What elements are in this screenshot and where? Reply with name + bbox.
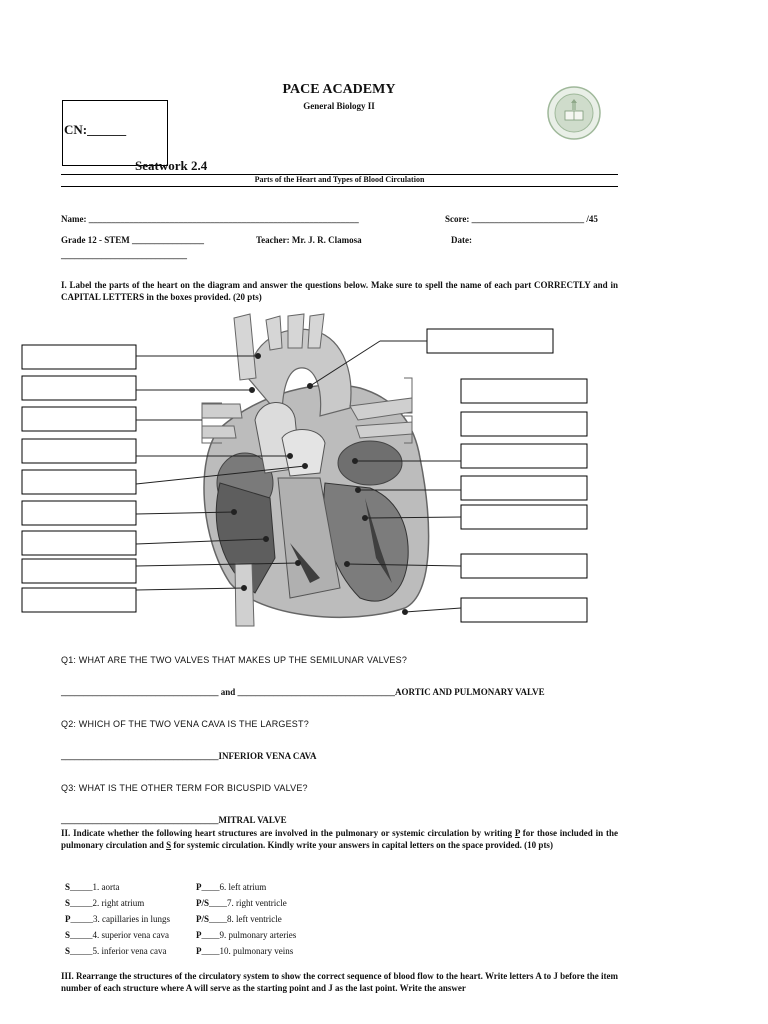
- label-box-left-3: [22, 407, 136, 431]
- teacher-label: Teacher: Mr. J. R. Clamosa: [256, 235, 362, 245]
- part2-left-column: [65, 882, 205, 962]
- list-item[interactable]: P/S____7. right ventricle: [196, 898, 287, 908]
- name-field[interactable]: Name: ____________________________________________________________: [61, 214, 359, 224]
- heart-diagram: [20, 308, 600, 634]
- part2-instructions: II. Indicate whether the following heart structures are involved in the pulmonary or systemic circulation by writing P for those included in the pulmonary circulation and S for systemic circulation. Kindly write your answers in capital letters on the space provided. (10 pts): [61, 828, 619, 850]
- label-box-left-4: [22, 439, 136, 463]
- answer-3[interactable]: ___________________________________MITRAL VALVE: [61, 815, 287, 825]
- label-box-right-5: [461, 505, 587, 529]
- answer-2[interactable]: ___________________________________INFERIOR VENA CAVA: [61, 751, 317, 761]
- question-1: Q1: WHAT ARE THE TWO VALVES THAT MAKES UP THE SEMILUNAR VALVES?: [61, 655, 408, 665]
- label-box-left-1: [22, 345, 136, 369]
- label-box-left-8: [22, 559, 136, 583]
- list-item[interactable]: P_____3. capillaries in lungs: [65, 914, 170, 924]
- list-item[interactable]: S_____5. inferior vena cava: [65, 946, 167, 956]
- date-field-line[interactable]: ____________________________: [61, 250, 187, 260]
- aorta-root: [282, 430, 325, 476]
- inferior-vena-cava: [235, 563, 254, 626]
- label-box-right-6: [461, 554, 587, 578]
- label-box-right-3: [461, 444, 587, 468]
- seatwork-title: Seatwork 2.4: [135, 158, 208, 173]
- part3-instructions: III. Rearrange the structures of the circulatory system to show the correct sequence of blood flow to the heart. Write letters A to J before the item number of each structure where A will serve as the starting point and J as the last point. Write the answer: [61, 971, 618, 993]
- grade-field[interactable]: Grade 12 - STEM ________________: [61, 235, 204, 245]
- question-2: Q2: WHICH OF THE TWO VENA CAVA IS THE LARGEST?: [61, 719, 309, 729]
- vessel-3: [288, 314, 304, 348]
- cn-label: CN:______: [64, 122, 127, 137]
- label-box-right-2: [461, 412, 587, 436]
- score-field[interactable]: Score: _________________________ /45: [445, 214, 598, 224]
- label-box-left-9: [22, 588, 136, 612]
- date-label: Date:: [451, 235, 472, 245]
- list-item[interactable]: S_____4. superior vena cava: [65, 930, 169, 940]
- part1-instructions: I. Label the parts of the heart on the diagram and answer the questions below. Make sure to spell the name of each part CORRECTLY and in CAPITAL LETTERS in the boxes provided. (20 pts): [61, 280, 618, 302]
- label-box-left-6: [22, 501, 136, 525]
- topic-title: Parts of the Heart and Types of Blood Circulation: [254, 175, 425, 184]
- left-atrium: [338, 441, 402, 485]
- school-name: PACE ACADEMY: [282, 82, 396, 97]
- course-name: General Biology II: [303, 101, 375, 111]
- list-item[interactable]: P/S____8. left ventricle: [196, 914, 282, 924]
- label-box-left-5: [22, 470, 136, 494]
- list-item[interactable]: S_____1. aorta: [65, 882, 120, 892]
- label-box-right-1: [461, 379, 587, 403]
- divider-bottom: [61, 186, 618, 187]
- label-box-top: [427, 329, 553, 353]
- label-box-left-2: [22, 376, 136, 400]
- vessel-1: [234, 314, 256, 380]
- label-box-right-7: [461, 598, 587, 622]
- question-3: Q3: WHAT IS THE OTHER TERM FOR BICUSPID VALVE?: [61, 783, 308, 793]
- answer-1[interactable]: ___________________________________ and ___________________________________AORTIC AND PULMONARY VALVE: [61, 687, 545, 697]
- list-item[interactable]: P____6. left atrium: [196, 882, 267, 892]
- part2-right-column: [196, 882, 356, 962]
- label-box-right-4: [461, 476, 587, 500]
- list-item[interactable]: P____9. pulmonary arteries: [196, 930, 297, 940]
- list-item[interactable]: S_____2. right atrium: [65, 898, 145, 908]
- school-seal-logo: [547, 86, 601, 140]
- label-box-left-7: [22, 531, 136, 555]
- list-item[interactable]: P____10. pulmonary veins: [196, 946, 294, 956]
